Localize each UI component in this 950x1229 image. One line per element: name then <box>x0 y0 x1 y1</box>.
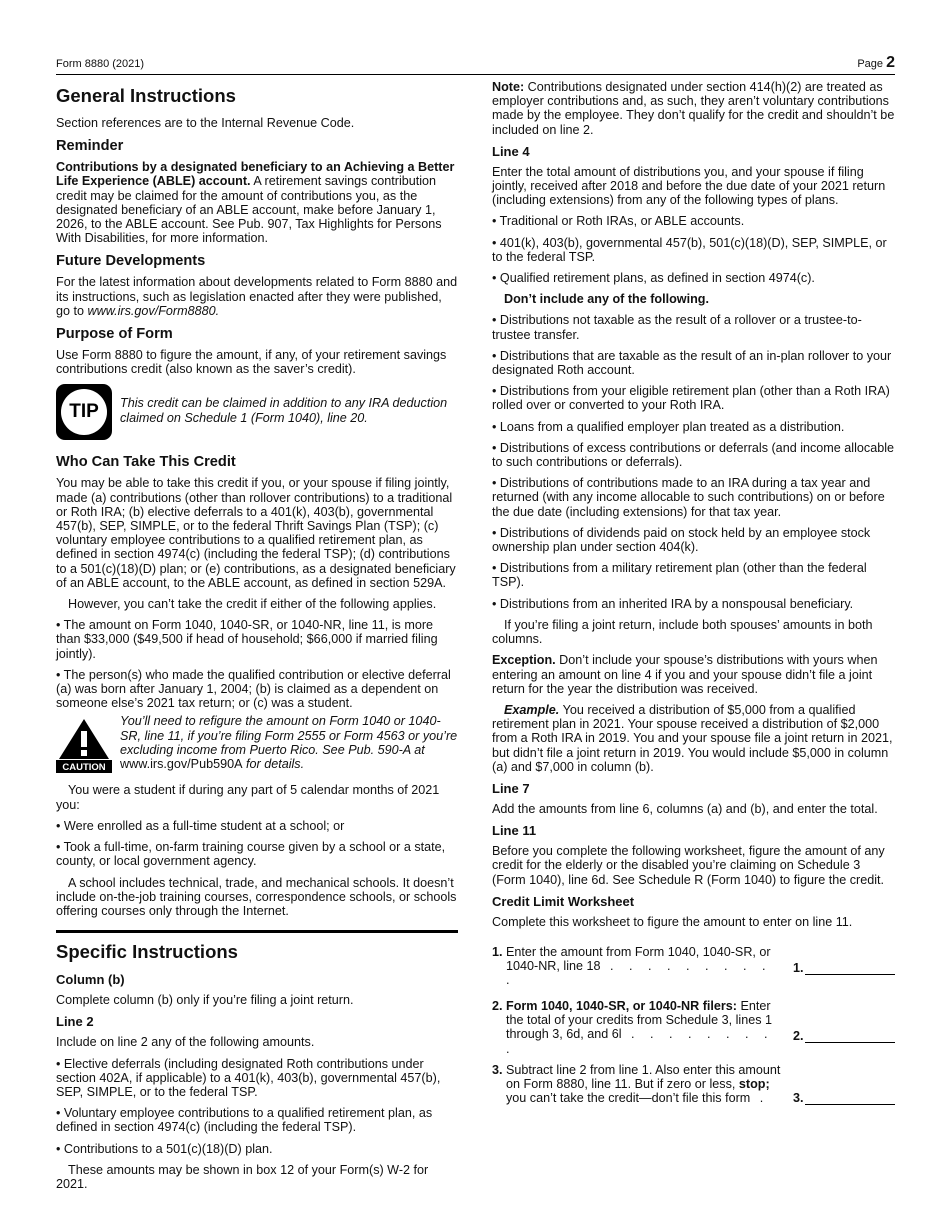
line4-paragraph: Enter the total amount of distributions you, and your spouse if filing jointly, received after 2018 and before the due date of your 2021 return (including extensions) from any of the following types of plans. <box>492 164 886 208</box>
student-paragraph: You were a student if during any part of 5 calendar months of 2021 you: <box>56 783 440 812</box>
example-paragraph: Example. You received a distribution of $5,000 from a qualified retirement plan in 2021. Your spouse received a distribution of $2,000 from a Roth IRA in 2019. You and your spouse file a joint return in 2021, but didn’t file a joint return in 2019. You would include $5,000 in column (a) and $7,000 in column (b). <box>492 702 893 774</box>
worksheet-line-1: 1. Enter the amount from Form 1040, 1040-SR, or 1040-NR, line 18 . . . . . . . . . . 1. <box>492 945 895 979</box>
list-item: • The amount on Form 1040, 1040-SR, or 1040-NR, line 11, is more than $33,000 ($49,500 if head of household; $66,000 if married filing jointly). <box>56 618 438 661</box>
list-item: • Took a full-time, on-farm training course given by a school or a state, county, or local government agency. <box>56 840 446 869</box>
list-item: • 401(k), 403(b), governmental 457(b), 501(c)(18)(D), SEP, SIMPLE, or to the federal TSP. <box>492 235 887 264</box>
purpose-paragraph: Use Form 8880 to figure the amount, if any, of your retirement savings contributions credit (also known as the saver’s credit). <box>56 348 447 377</box>
form-id: Form 8880 (2021) <box>56 58 145 70</box>
general-instructions-heading: General Instructions <box>56 85 236 106</box>
list-item: • Voluntary employee contributions to a qualified retirement plan, as defined in section 4974(c) (including the federal TSP). <box>56 1106 433 1135</box>
line4-bullets <box>492 214 895 285</box>
column-b-paragraph: Complete column (b) only if you’re filing a joint return. <box>56 993 354 1008</box>
who-bullets <box>56 618 458 710</box>
line-3-entry-field[interactable] <box>805 1092 895 1105</box>
left-column <box>56 80 458 1198</box>
list-item: • Traditional or Roth IRAs, or ABLE accounts. <box>492 214 745 229</box>
tip-text: This credit can be claimed in addition to any IRA deduction claimed on Schedule 1 (Form 1040), line 20. <box>120 396 448 425</box>
school-paragraph: A school includes technical, trade, and mechanical schools. It doesn’t include on-the-job training courses, correspondence schools, or schools offering courses only through the Internet. <box>56 875 457 918</box>
worksheet-line-3: 3. Subtract line 2 from line 1. Also enter this amount on Form 8880, line 11. But if zero or less, stop; you can’t take the credit—don’t file this form . 3. <box>492 1063 895 1113</box>
line11-paragraph: Before you complete the following worksheet, figure the amount of any credit for the elderly or the disabled you’re claiming on Schedule 3 (Form 1040), line 6d. See Schedule R (Form 1040) to figure the credit. <box>492 844 885 887</box>
future-developments-heading: Future Developments <box>56 253 206 270</box>
list-item: • Distributions of dividends paid on stock held by an employee stock ownership plan under section 404(k). <box>492 525 871 555</box>
list-item: • Distributions from an inherited IRA by a nonspousal beneficiary. <box>492 596 854 611</box>
list-item: • Distributions not taxable as the result of a rollover or a trustee-to-trustee transfer. <box>492 313 862 342</box>
list-item: • The person(s) who made the qualified contribution or elective deferral (a) was born after January 1, 2004; (b) is claimed as a dependent on someone else’s 2021 tax return; or (c) was a student. <box>56 667 451 711</box>
line7-paragraph: Add the amounts from line 6, columns (a) and (b), and enter the total. <box>492 801 878 816</box>
list-item: • Distributions of contributions made to an IRA during a tax year and returned (with any income allocable to such contributions) on or before the due date (including extensions) for that tax year. <box>492 476 885 519</box>
page-number: Page 2 <box>857 54 895 71</box>
line11-heading: Line 11 <box>492 823 537 839</box>
exception-paragraph: Exception. Don’t include your spouse’s distributions with yours when entering an amount on line 4 if you and your spouse didn’t file a joint return for the year the distribution was received. <box>492 653 878 696</box>
w2-paragraph: These amounts may be shown in box 12 of your Form(s) W-2 for 2021. <box>56 1162 429 1191</box>
list-item: • Distributions that are taxable as the result of an in-plan rollover to your designated Roth account. <box>492 348 892 378</box>
student-bullets <box>56 819 458 869</box>
caution-label: CAUTION <box>62 762 106 774</box>
worksheet-title: Credit Limit Worksheet <box>492 893 635 909</box>
exclude-bullets <box>492 313 895 610</box>
dont-include-heading: Don’t include any of the following. <box>504 292 709 307</box>
line2-bullets <box>56 1057 458 1156</box>
right-column <box>492 80 895 1125</box>
caution-box <box>56 714 458 777</box>
list-item: • Loans from a qualified employer plan treated as a distribution. <box>492 419 845 434</box>
joint-return-paragraph: If you’re filing a joint return, include both spouses’ amounts in both columns. <box>492 617 873 647</box>
list-item: • Distributions of excess contributions or deferrals (and income allocable to such contributions or deferrals). <box>492 440 895 470</box>
reminder-heading: Reminder <box>56 138 124 155</box>
list-item: • Distributions from a military retirement plan (other than the federal TSP). <box>492 561 867 590</box>
section-references: Section references are to the Internal Revenue Code. <box>56 116 355 130</box>
line2-paragraph: Include on line 2 any of the following amounts. <box>56 1035 315 1050</box>
who-can-take-paragraph: You may be able to take this credit if you, or your spouse if filing jointly, made (a) contributions (other than rollover contributions) to a traditional or Roth IRA; (b) elective deferrals to a 401(k), 403(b), governmental 457(b), SEP, SIMPLE, or to the federal Thrift Savings Plan (TSP); (c) voluntary employee contributions to a qualified retirement plan, as defined in section 4974(c) (including the federal TSP); (d) contributions to a 501(c)(18)(D) plan; or (e) contributions, as a designated beneficiary of an ABLE account, to the ABLE account, as defined in section 529A. <box>56 476 456 590</box>
form8880-url[interactable]: www.irs.gov/Form8880. <box>87 303 220 318</box>
line4-heading: Line 4 <box>492 143 530 159</box>
tip-box <box>56 384 458 446</box>
pub590a-url[interactable]: www.irs.gov/Pub590A <box>120 757 243 772</box>
however-paragraph: However, you can’t take the credit if either of the following applies. <box>68 597 437 612</box>
caution-icon <box>56 717 112 773</box>
caution-text: You’ll need to refigure the amount on Form 1040 or 1040-SR, line 11, if you’re filing Form 2555 or Form 4563 or you’re excluding income from Puerto Rico. See Pub. 590-A at www.irs.gov/Pub590A for details. <box>120 714 458 772</box>
list-item: • Were enrolled as a full-time student at a school; or <box>56 818 345 833</box>
purpose-heading: Purpose of Form <box>56 326 173 343</box>
page-header <box>56 56 895 75</box>
tip-icon: TIP <box>56 384 112 440</box>
line-2-entry-field[interactable] <box>805 1030 895 1043</box>
line7-heading: Line 7 <box>492 780 530 796</box>
column-b-heading: Column (b) <box>56 972 125 988</box>
line2-heading: Line 2 <box>56 1014 94 1030</box>
list-item: • Contributions to a 501(c)(18)(D) plan. <box>56 1141 273 1156</box>
line-1-entry-field[interactable] <box>805 962 895 975</box>
reminder-paragraph: Contributions by a designated beneficiary to an Achieving a Better Life Experience (ABLE) account. A retirement savings contribution credit may be claimed for the amount of contributions you, as the designated beneficiary of an ABLE account, make before January 1, 2026, to the ABLE account. See Pub. 907, Tax Highlights for Persons With Disabilities, for more information. <box>56 160 455 246</box>
list-item: • Qualified retirement plans, as defined in section 4974(c). <box>492 271 815 286</box>
list-item: • Distributions from your eligible retirement plan (other than a Roth IRA) rolled over or converted to your Roth IRA. <box>492 384 890 413</box>
worksheet-line-2: 2. Form 1040, 1040-SR, or 1040-NR filers: Enter the total of your credits from Schedule 3, lines 1 through 3, 6d, and 6l . . . . . . . . . 2. <box>492 999 895 1049</box>
specific-instructions-heading: Specific Instructions <box>56 941 238 963</box>
note-paragraph: Note: Contributions designated under section 414(h)(2) are treated as employer contributions and, as such, they aren’t voluntary contributions made by the employee. They don’t qualify for the credit and shouldn’t be included on line 2. <box>492 80 895 137</box>
worksheet-intro: Complete this worksheet to figure the amount to enter on line 11. <box>492 914 853 929</box>
list-item: • Elective deferrals (including designated Roth contributions under section 402A, if applicable) to a 401(k), 403(b), governmental 457(b), SEP, SIMPLE, or to the federal TSP. <box>56 1056 441 1099</box>
section-divider <box>56 930 458 933</box>
future-developments-paragraph: For the latest information about developments related to Form 8880 and its instructions, such as legislation enacted after they were published, go to www.irs.gov/Form8880. <box>56 275 458 318</box>
who-can-take-heading: Who Can Take This Credit <box>56 454 236 471</box>
